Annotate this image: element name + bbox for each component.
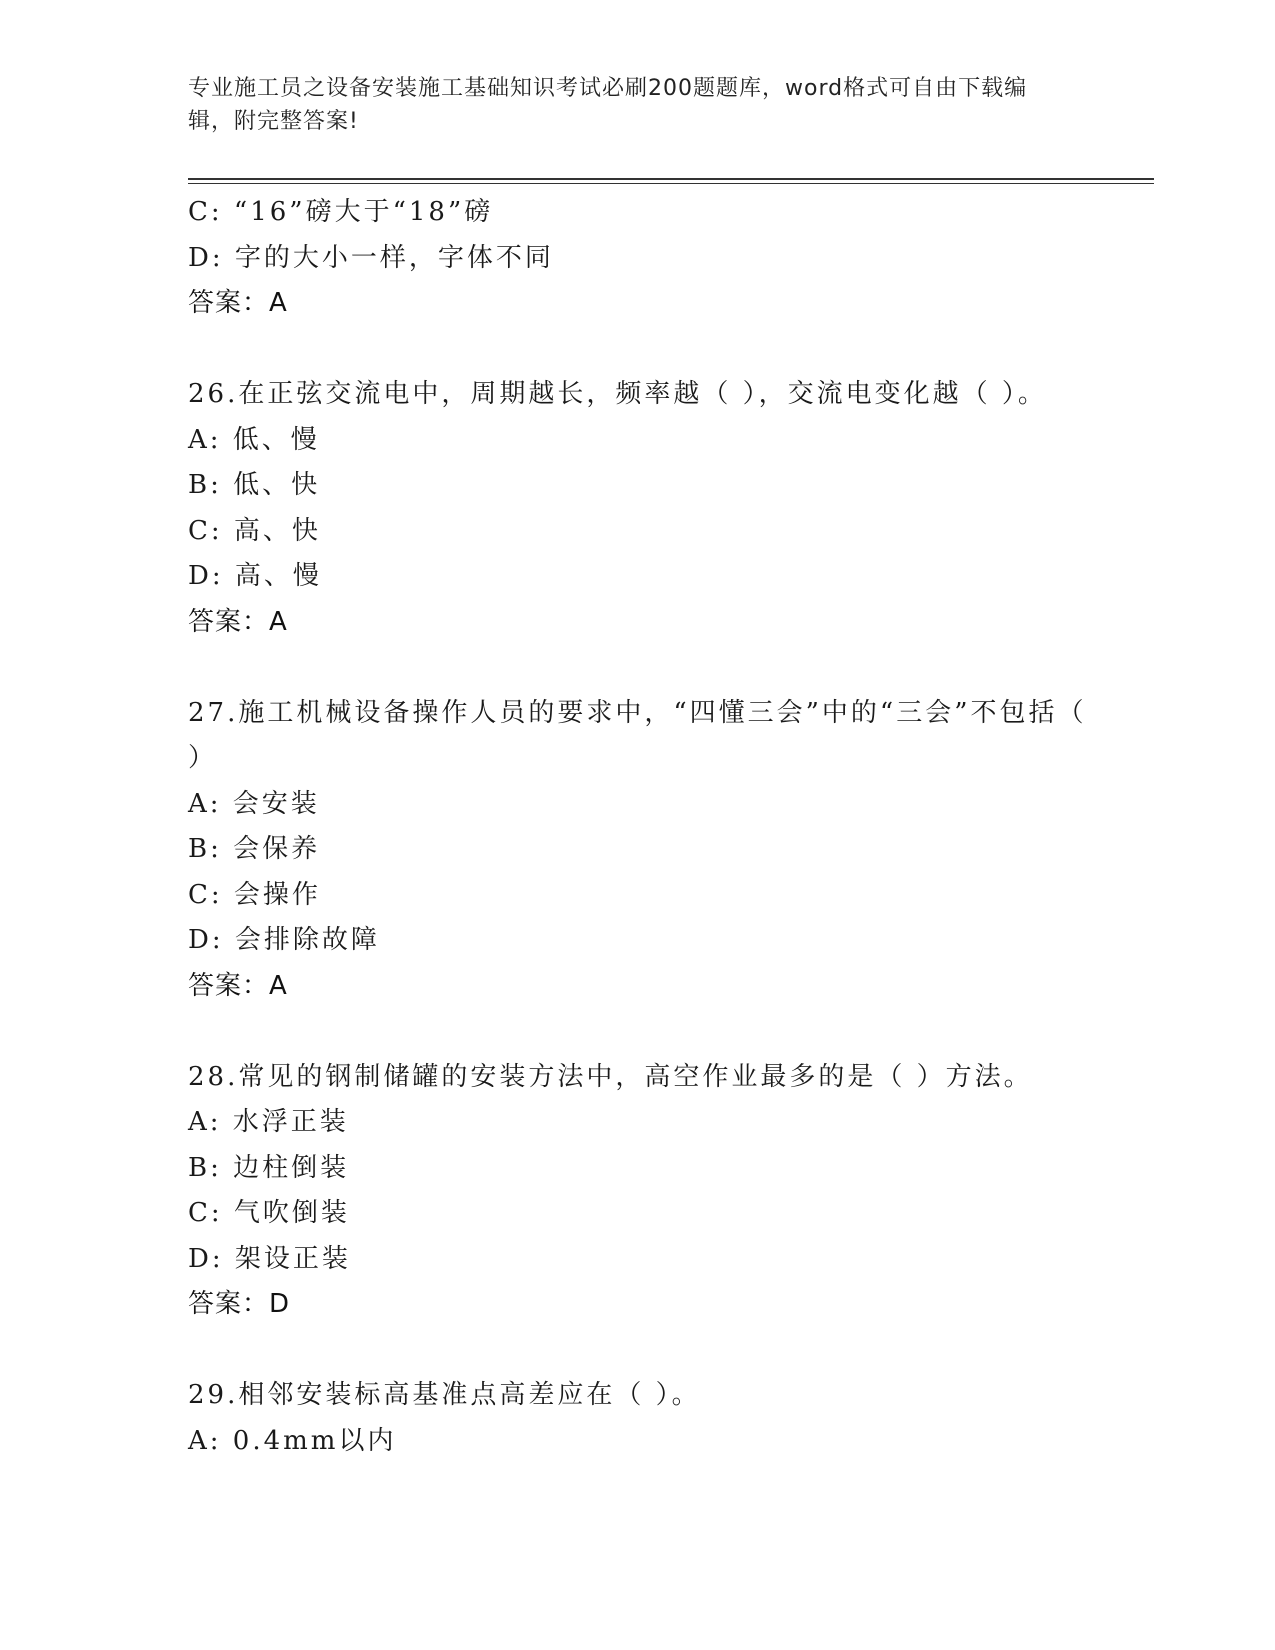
question-list bbox=[188, 190, 1088, 1464]
answer-line: 答案：A bbox=[188, 288, 288, 318]
option-a: A: 会安装 bbox=[188, 788, 320, 819]
option-d: D: 架设正装 bbox=[188, 1243, 351, 1274]
option-b: B: 会保养 bbox=[188, 834, 321, 864]
option-b: B: 低、快 bbox=[188, 470, 321, 500]
option-c: C: 气吹倒装 bbox=[188, 1198, 350, 1228]
option-d: D: 高、慢 bbox=[188, 561, 322, 591]
question-text: 29.相邻安装标高基准点高差应在（ ）。 bbox=[188, 1380, 701, 1410]
question-text: 28.常见的钢制储罐的安装方法中，高空作业最多的是（ ）方法。 bbox=[188, 1061, 1033, 1092]
option-d: D: 字的大小一样，字体不同 bbox=[188, 242, 554, 273]
option-b: B: 边柱倒装 bbox=[188, 1152, 350, 1183]
answer-line: 答案：D bbox=[188, 1289, 291, 1319]
option-a: A: 水浮正装 bbox=[188, 1107, 349, 1137]
option-c: C: 会操作 bbox=[188, 879, 321, 910]
question-text: 27.施工机械设备操作人员的要求中，“四懂三会”中的“三会”不包括（ ） bbox=[188, 697, 1087, 773]
header-divider-thin bbox=[188, 183, 1154, 184]
option-c: C: “16”磅大于“18”磅 bbox=[188, 197, 494, 227]
option-d: D: 会排除故障 bbox=[188, 925, 380, 955]
answer-line: 答案：A bbox=[188, 606, 288, 637]
question-text: 26.在正弦交流电中，周期越长，频率越（ ），交流电变化越（ ）。 bbox=[188, 379, 1047, 409]
option-a: A: 低、慢 bbox=[188, 424, 320, 455]
answer-line: 答案：A bbox=[188, 970, 288, 1001]
header-divider bbox=[188, 178, 1154, 180]
option-c: C: 高、快 bbox=[188, 515, 321, 546]
document-header: 专业施工员之设备安装施工基础知识考试必刷200题题库，word格式可自由下载编辑，附完整答案! bbox=[188, 76, 1028, 134]
option-a: A: 0.4mm以内 bbox=[188, 1425, 397, 1456]
